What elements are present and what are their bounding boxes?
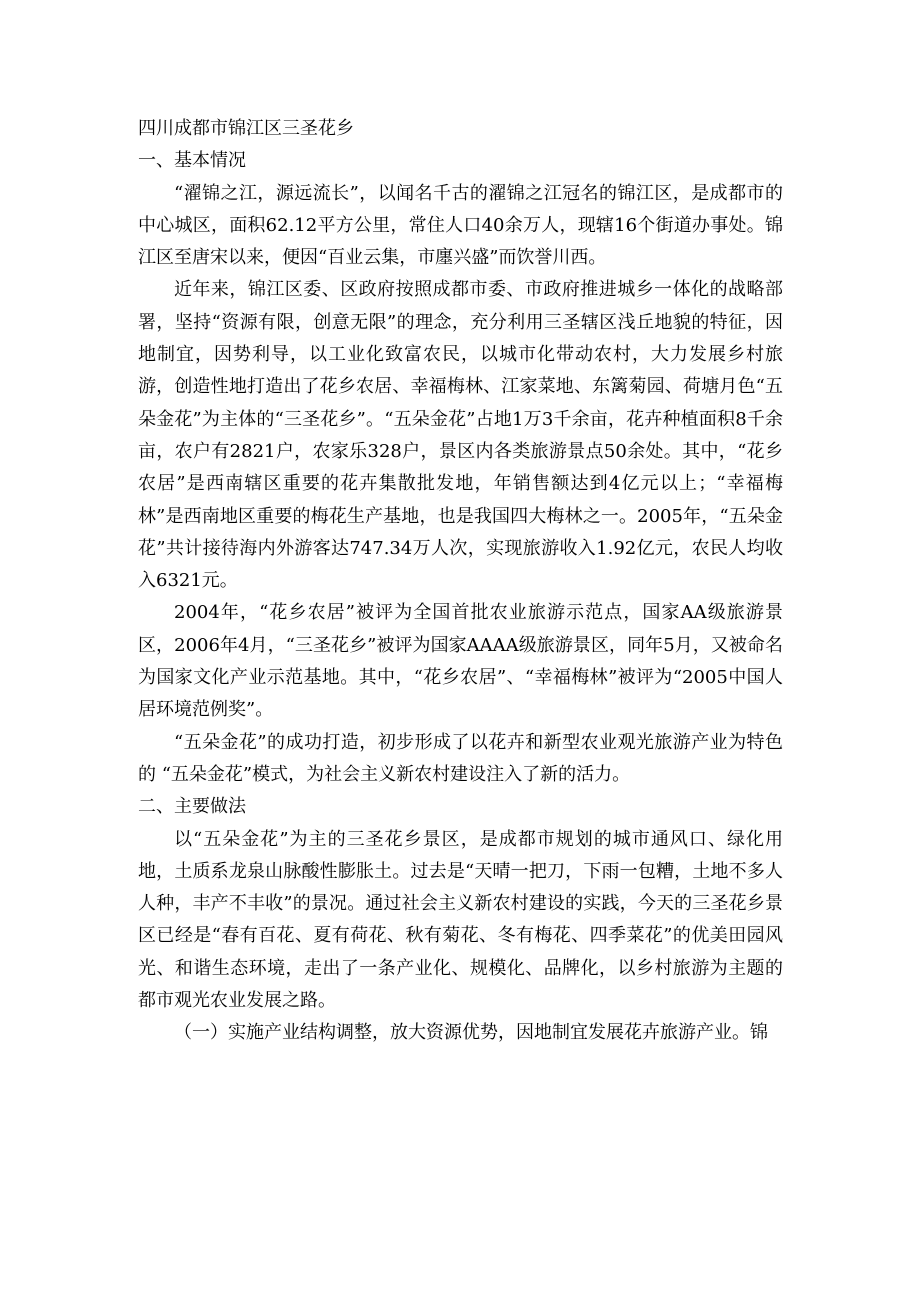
paragraph: “五朵金花”的成功打造，初步形成了以花卉和新型农业观光旅游产业为特色的 “五朵金花”模式，为社会主义新农村建设注入了新的活力。: [138, 731, 783, 785]
section-heading-basic-situation: 一、基本情况: [138, 150, 246, 172]
section-heading-main-methods: 二、主要做法: [138, 796, 246, 818]
paragraph: “濯锦之江，源远流长”，以闻名千古的濯锦之江冠名的锦江区，是成都市的中心城区，面积62.12平方公里，常住人口40余万人，现辖16个街道办事处。锦江区至唐宋以来，便因“百业云集，市廛兴盛”而饮誉川西。: [138, 182, 783, 269]
paragraph: 近年来，锦江区委、区政府按照成都市委、市政府推进城乡一体化的战略部署，坚持“资源有限，创意无限”的理念，充分利用三圣辖区浅丘地貌的特征，因地制宜，因势利导，以工业化致富农民，以城市化带动农村，大力发展乡村旅游，创造性地打造出了花乡农居、幸福梅林、江家菜地、东篱菊园、荷塘月色“五朵金花”为主体的“三圣花乡”。“五朵金花”占地1万3千余亩，花卉种植面积8千余亩，农户有2821户，农家乐328户，景区内各类旅游景点50余处。其中，“花乡农居”是西南辖区重要的花卉集散批发地，年销售额达到4亿元以上；“幸福梅林”是西南地区重要的梅花生产基地，也是我国四大梅林之一。2005年，“五朵金花”共计接待海内外游客达747.34万人次，实现旅游收入1.92亿元，农民人均收入6321元。: [138, 279, 783, 592]
document-title: 四川成都市锦江区三圣花乡: [138, 118, 354, 139]
document-body: [138, 113, 783, 1050]
paragraph: 以“五朵金花”为主的三圣花乡景区，是成都市规划的城市通风口、绿化用地，土质系龙泉山脉酸性膨胀土。过去是“天晴一把刀，下雨一包糟，土地不多人人种，丰产不丰收”的景况。通过社会主义新农村建设的实践，今天的三圣花乡景区已经是“春有百花、夏有荷花、秋有菊花、冬有梅花、四季菜花”的优美田园风光、和谐生态环境，走出了一条产业化、规模化、品牌化，以乡村旅游为主题的都市观光农业发展之路。: [138, 828, 783, 1012]
paragraph: 2004年，“花乡农居”被评为全国首批农业旅游示范点，国家AA级旅游景区，2006年4月，“三圣花乡”被评为国家AAAA级旅游景区，同年5月，又被命名为国家文化产业示范基地。其中，“花乡农居”、“幸福梅林”被评为“2005中国人居环境范例奖”。: [138, 602, 783, 721]
paragraph: （一）实施产业结构调整，放大资源优势，因地制宜发展花卉旅游产业。锦: [174, 1022, 768, 1044]
